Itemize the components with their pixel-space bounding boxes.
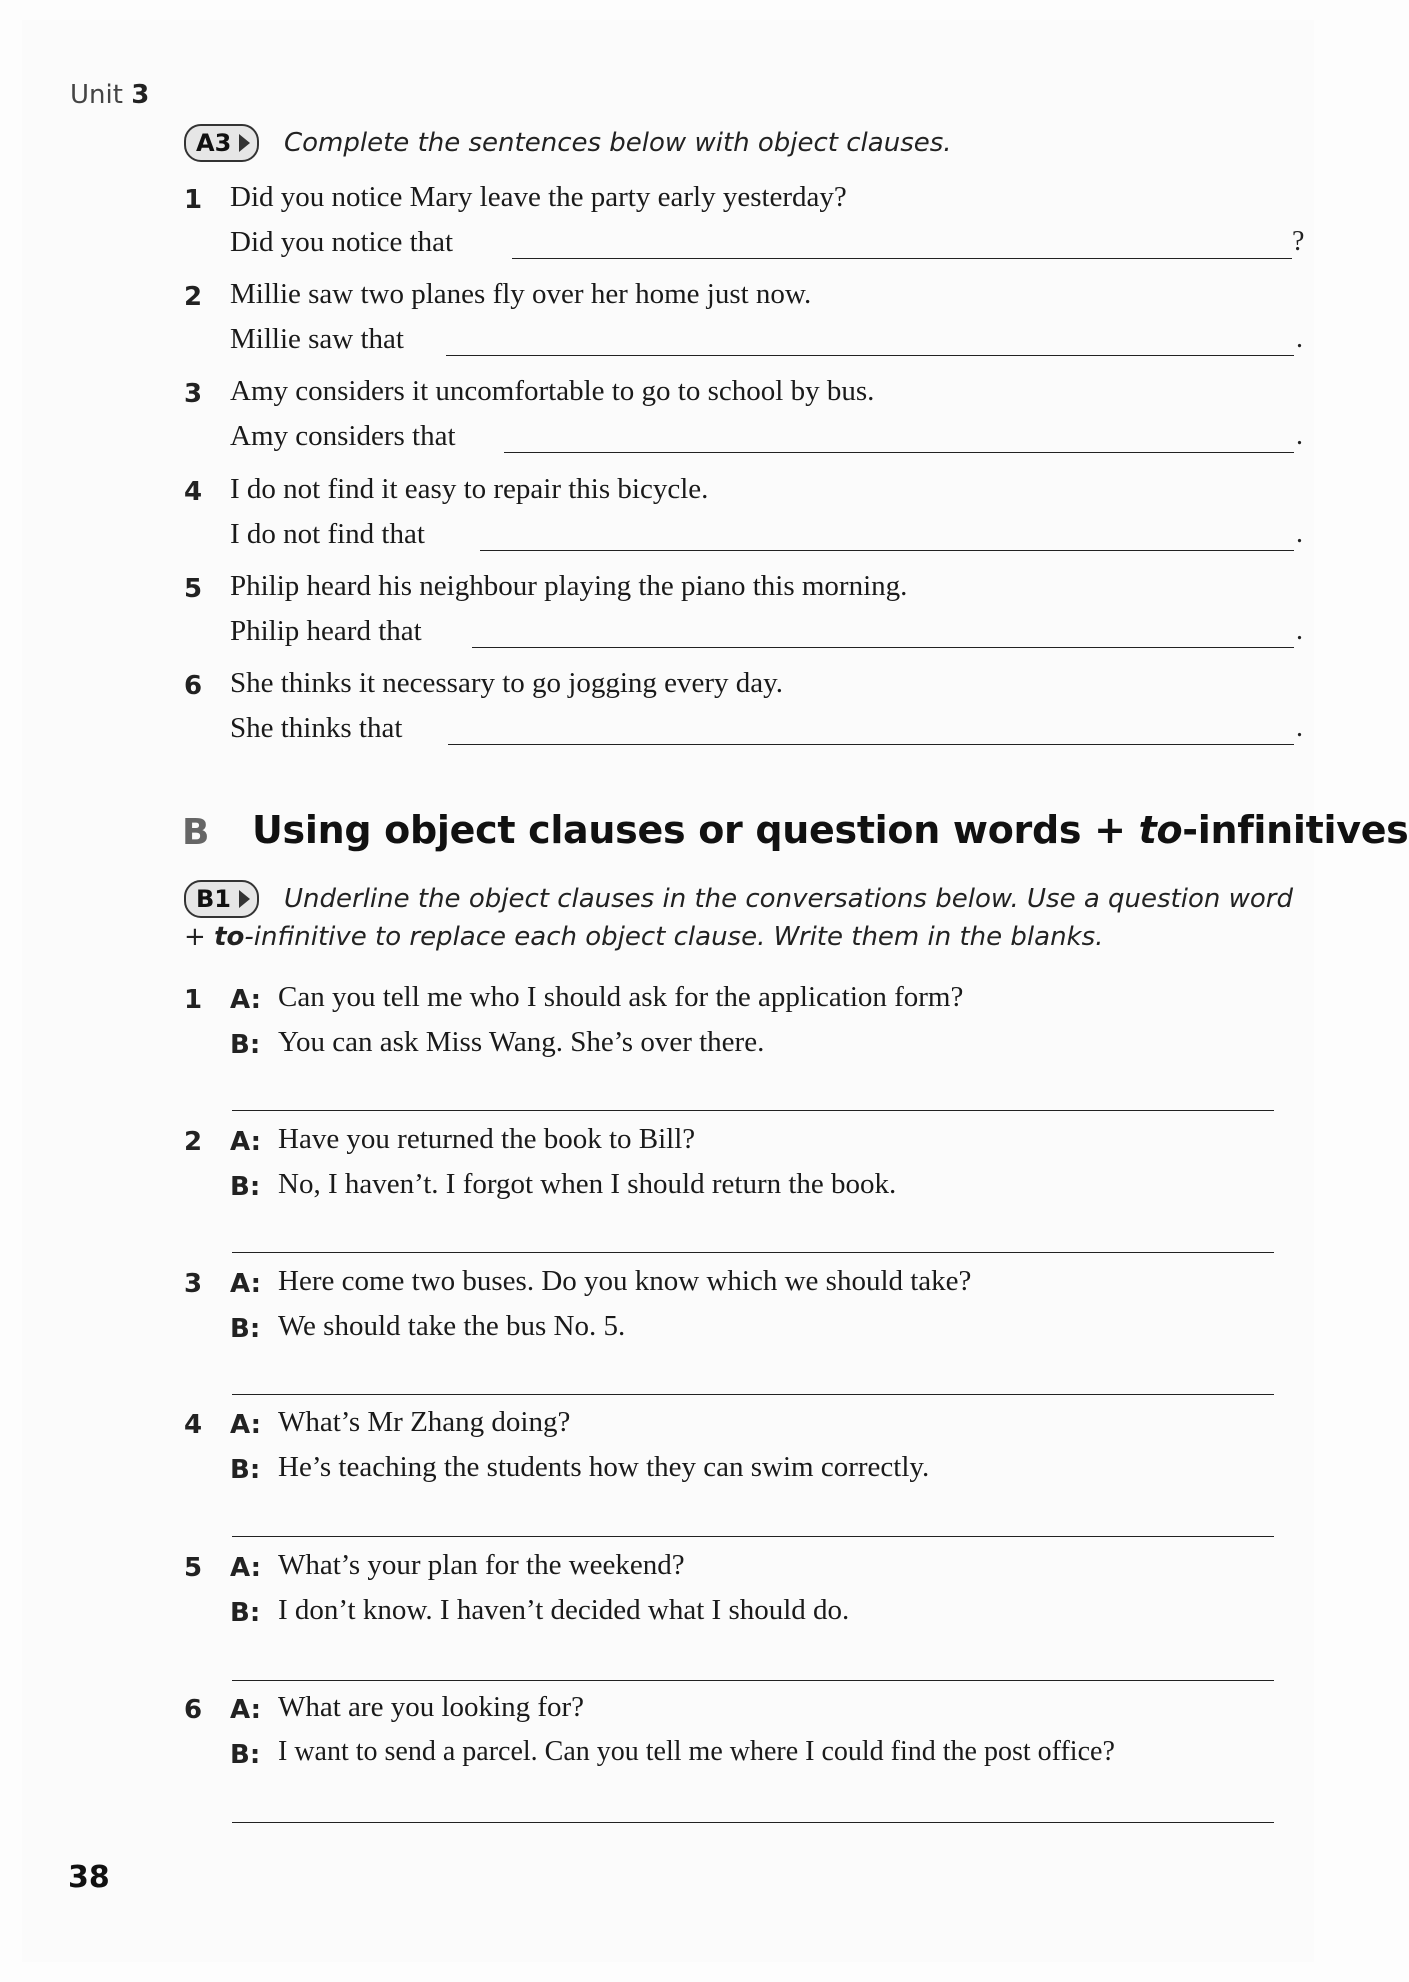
item-number: 3 [184, 379, 203, 409]
page-number: 38 [68, 1860, 110, 1895]
answer-blank[interactable] [472, 647, 1294, 648]
speaker-b: B: [230, 1598, 261, 1628]
section-title [252, 808, 1409, 852]
line-b: He’s teaching the students how they can swim correctly. [278, 1451, 930, 1483]
unit-number: 3 [131, 80, 150, 110]
play-arrow-icon [239, 890, 250, 908]
instruction-bold: to [214, 922, 245, 952]
answer-blank[interactable] [480, 550, 1294, 551]
line-b: We should take the bus No. 5. [278, 1310, 626, 1342]
exercise-badge-b1 [184, 880, 259, 918]
item-number: 4 [184, 1410, 203, 1440]
item-number: 3 [184, 1269, 203, 1299]
answer-blank[interactable] [232, 1822, 1274, 1823]
source-sentence: Millie saw two planes fly over her home just now. [230, 278, 812, 310]
item-number: 2 [184, 1127, 203, 1157]
answer-blank[interactable] [446, 355, 1294, 356]
item-number: 5 [184, 1553, 203, 1583]
source-sentence: Did you notice Mary leave the party early yesterday? [230, 181, 847, 213]
instruction-text: -infinitive to replace each object clause. Write them in the blanks. [244, 922, 1104, 952]
item-number: 1 [184, 185, 203, 215]
speaker-a: A: [230, 1127, 262, 1157]
line-a: Can you tell me who I should ask for the application form? [278, 981, 964, 1013]
source-sentence: Amy considers it uncomfortable to go to school by bus. [230, 375, 875, 407]
exercise-badge-a3 [184, 124, 259, 162]
line-a: What are you looking for? [278, 1691, 585, 1723]
answer-blank[interactable] [448, 744, 1294, 745]
rewrite-stem: I do not find that [230, 518, 425, 550]
rewrite-stem: Did you notice that [230, 226, 454, 258]
speaker-b: B: [230, 1455, 261, 1485]
section-title-suffix: -infinitives [1182, 808, 1409, 852]
end-punctuation: . [1296, 615, 1303, 646]
section-title-italic: to [1138, 808, 1183, 852]
item-number: 5 [184, 574, 203, 604]
speaker-b: B: [230, 1172, 261, 1202]
answer-blank[interactable] [232, 1536, 1274, 1537]
speaker-b: B: [230, 1740, 261, 1770]
rewrite-stem: She thinks that [230, 712, 403, 744]
end-punctuation: . [1296, 420, 1303, 451]
section-letter: B [182, 812, 210, 853]
speaker-a: A: [230, 1695, 262, 1725]
answer-blank[interactable] [232, 1110, 1274, 1111]
source-sentence: I do not find it easy to repair this bicycle. [230, 473, 709, 505]
line-b: No, I haven’t. I forgot when I should return the book. [278, 1168, 897, 1200]
item-number: 6 [184, 671, 203, 701]
item-number: 4 [184, 477, 203, 507]
end-punctuation: . [1296, 712, 1303, 743]
end-punctuation: . [1296, 323, 1303, 354]
end-punctuation: ? [1292, 226, 1305, 257]
instruction-text: + [184, 922, 215, 952]
speaker-a: A: [230, 1553, 262, 1583]
exercise-b1-instruction-line2 [184, 918, 1103, 956]
play-arrow-icon [239, 134, 250, 152]
answer-blank[interactable] [232, 1680, 1274, 1681]
line-a: Have you returned the book to Bill? [278, 1123, 696, 1155]
answer-blank[interactable] [232, 1394, 1274, 1395]
item-number: 6 [184, 1695, 203, 1725]
rewrite-stem: Amy considers that [230, 420, 456, 452]
exercise-a3-instruction: Complete the sentences below with object clauses. [284, 128, 952, 158]
section-title-text: Using object clauses or question words + [252, 808, 1139, 852]
speaker-a: A: [230, 1269, 262, 1299]
answer-blank[interactable] [512, 258, 1292, 259]
rewrite-stem: Philip heard that [230, 615, 422, 647]
badge-label: B1 [196, 885, 231, 913]
speaker-b: B: [230, 1030, 261, 1060]
rewrite-stem: Millie saw that [230, 323, 404, 355]
item-number: 2 [184, 282, 203, 312]
speaker-a: A: [230, 985, 262, 1015]
end-punctuation: . [1296, 518, 1303, 549]
answer-blank[interactable] [504, 452, 1294, 453]
line-a: What’s your plan for the weekend? [278, 1549, 685, 1581]
line-b: You can ask Miss Wang. She’s over there. [278, 1026, 765, 1058]
source-sentence: Philip heard his neighbour playing the piano this morning. [230, 570, 908, 602]
speaker-b: B: [230, 1314, 261, 1344]
source-sentence: She thinks it necessary to go jogging every day. [230, 667, 784, 699]
line-a: Here come two buses. Do you know which we should take? [278, 1265, 972, 1297]
answer-blank[interactable] [232, 1252, 1274, 1253]
line-b: I want to send a parcel. Can you tell me where I could find the post office? [278, 1736, 1115, 1767]
item-number: 1 [184, 985, 203, 1015]
badge-label: A3 [196, 129, 232, 157]
unit-heading [70, 80, 149, 110]
speaker-a: A: [230, 1410, 262, 1440]
line-b: I don’t know. I haven’t decided what I should do. [278, 1594, 850, 1626]
line-a: What’s Mr Zhang doing? [278, 1406, 571, 1438]
unit-label: Unit [70, 80, 123, 110]
exercise-b1-instruction-line1: Underline the object clauses in the conversations below. Use a question word [284, 884, 1293, 914]
